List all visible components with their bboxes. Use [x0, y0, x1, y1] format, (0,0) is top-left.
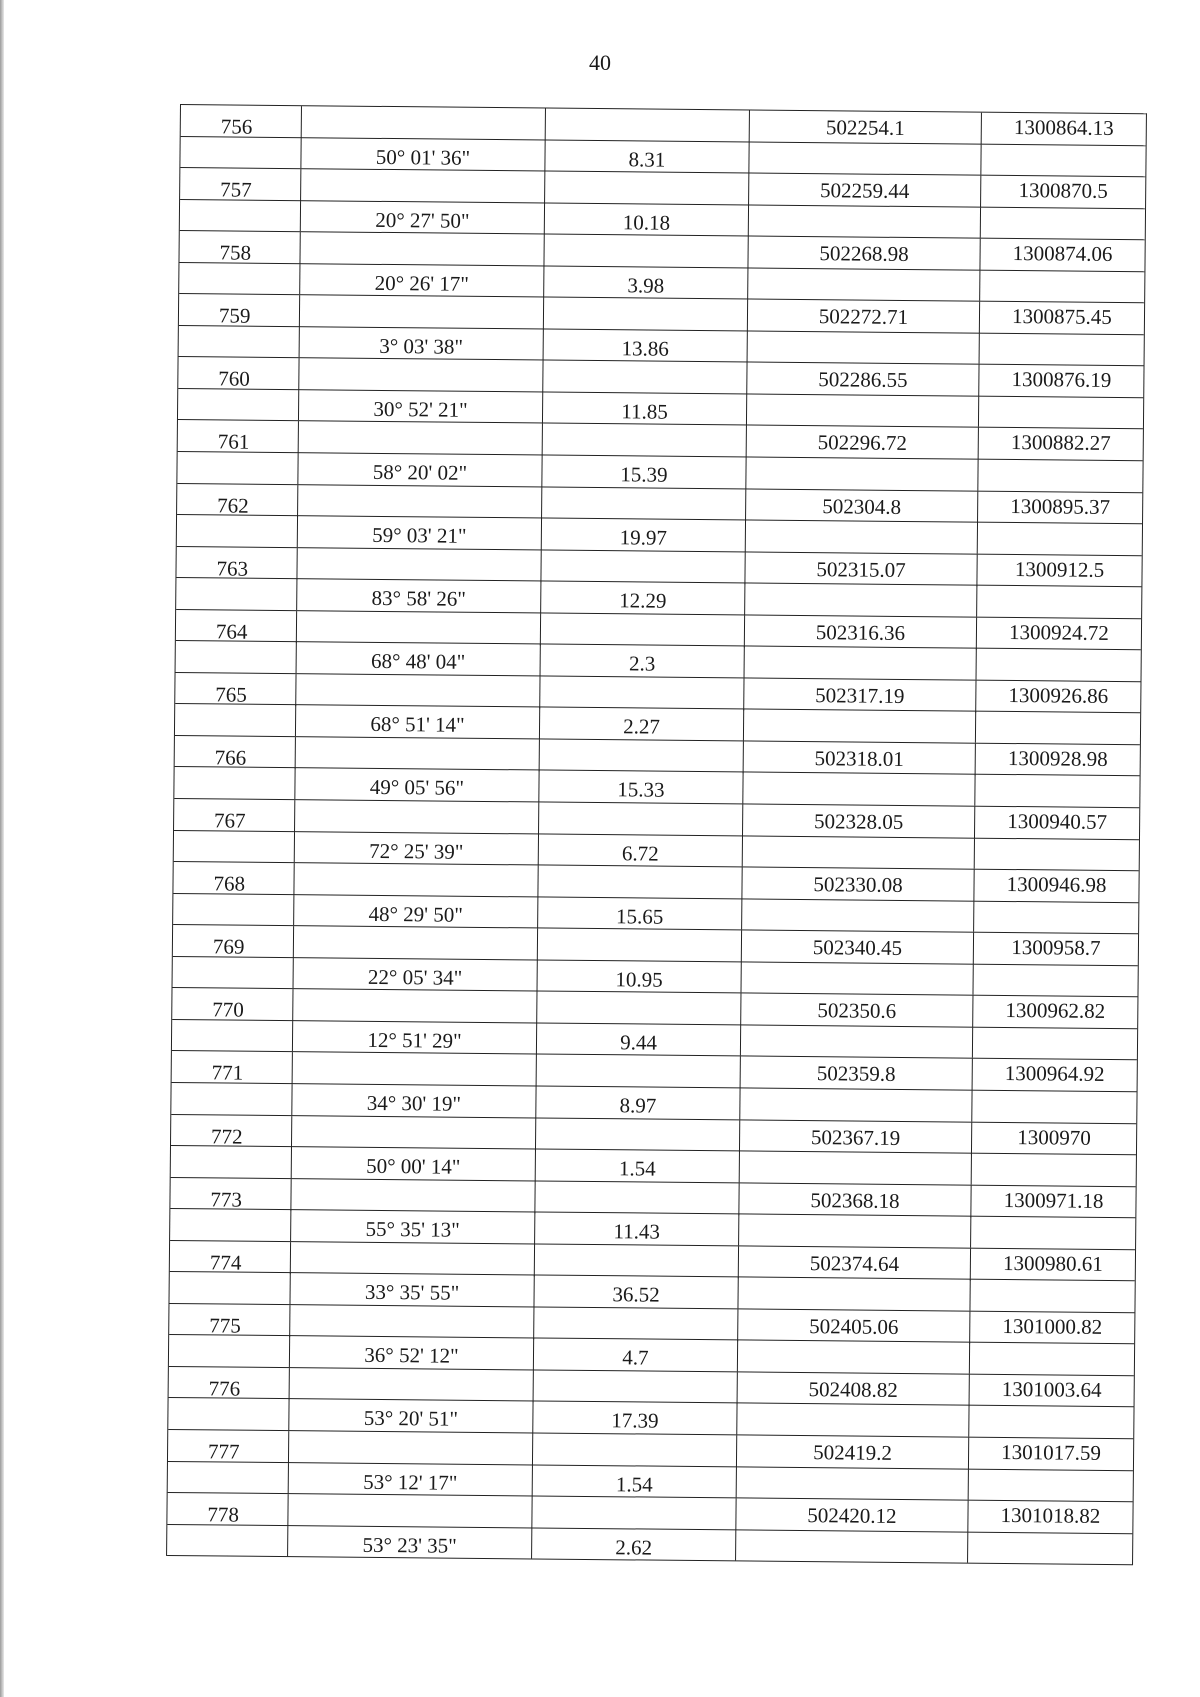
distance-cell-empty — [540, 739, 744, 773]
x-coordinate-cell-empty — [746, 521, 978, 554]
distance-cell-empty — [535, 1244, 739, 1278]
y-coordinate-cell: 1300964.92 — [1004, 1061, 1105, 1087]
y-coordinate-cell-empty — [978, 460, 1142, 492]
y-coordinate-cell: 1300958.7 — [1011, 935, 1101, 961]
y-coordinate-cell-empty — [969, 1406, 1133, 1438]
angle-cell-empty — [290, 1368, 534, 1402]
point-id-cell: 758 — [179, 231, 300, 264]
y-coordinate-cell: 1300980.61 — [1002, 1250, 1103, 1276]
y-coordinate-cell-empty — [976, 712, 1140, 744]
x-coordinate-cell: 502317.19 — [744, 678, 976, 712]
distance-cell: 11.43 — [535, 1213, 739, 1246]
y-coordinate-cell: 1300940.57 — [1007, 809, 1108, 834]
point-id-cell: 770 — [172, 988, 293, 1021]
angle-cell-empty — [296, 674, 540, 708]
y-coordinate-cell: 1300875.45 — [1012, 304, 1112, 330]
y-coordinate-cell: 1301018.82 — [1000, 1503, 1101, 1528]
x-coordinate-cell-empty — [738, 1278, 970, 1311]
point-id-cell: 778 — [167, 1493, 288, 1526]
point-id-cell-empty — [178, 389, 299, 421]
x-coordinate-cell-empty — [741, 1025, 973, 1058]
point-id-cell: 760 — [178, 357, 299, 390]
x-coordinate-cell: 502330.08 — [742, 868, 974, 902]
angle-cell-empty — [291, 1179, 535, 1213]
distance-cell-empty — [544, 298, 748, 332]
x-coordinate-cell: 502316.36 — [745, 615, 977, 649]
angle-cell-empty — [291, 1242, 535, 1276]
point-id-cell-empty — [171, 1146, 292, 1178]
angle-cell: 50° 00' 14" — [292, 1147, 536, 1180]
point-id-cell: 768 — [173, 862, 294, 895]
distance-cell: 17.39 — [533, 1402, 737, 1435]
point-id-cell: 772 — [171, 1114, 292, 1147]
x-coordinate-cell-empty — [741, 962, 973, 995]
y-coordinate-cell-empty — [970, 1343, 1134, 1375]
point-id-cell-empty — [171, 1083, 292, 1115]
distance-cell: 13.86 — [544, 329, 748, 362]
y-coordinate-cell: 1300962.82 — [1005, 998, 1106, 1024]
point-id-cell: 759 — [179, 294, 300, 327]
angle-cell: 12° 51' 29" — [293, 1021, 537, 1054]
point-id-cell: 767 — [174, 799, 295, 832]
angle-cell-empty — [297, 548, 541, 582]
y-coordinate-cell: 1300874.06 — [1012, 241, 1113, 267]
y-coordinate-cell: 1300912.5 — [1014, 556, 1105, 582]
x-coordinate-cell: 502268.98 — [748, 237, 980, 271]
point-id-cell-empty — [177, 515, 298, 547]
distance-cell-empty — [532, 1497, 736, 1531]
angle-cell: 72° 25' 39" — [295, 832, 539, 865]
x-coordinate-cell-empty — [743, 773, 975, 806]
angle-cell-empty — [299, 359, 543, 393]
y-coordinate-cell: 1301003.64 — [1001, 1376, 1102, 1402]
point-id-cell-empty — [176, 578, 297, 610]
point-id-cell: 756 — [181, 105, 302, 138]
angle-cell: 68° 48' 04" — [297, 642, 541, 675]
distance-cell: 2.62 — [532, 1528, 736, 1561]
x-coordinate-cell-empty — [738, 1341, 970, 1374]
y-coordinate-cell-empty — [977, 586, 1141, 618]
distance-cell-empty — [539, 803, 743, 837]
angle-cell-empty — [296, 737, 540, 771]
point-id-cell: 764 — [176, 610, 297, 643]
point-id-cell-empty — [173, 894, 294, 926]
distance-cell-empty — [538, 929, 742, 963]
y-coordinate-cell-empty — [969, 1469, 1133, 1501]
x-coordinate-cell-empty — [743, 836, 975, 869]
angle-cell: 48° 29' 50" — [294, 895, 538, 928]
point-id-cell: 769 — [173, 925, 294, 958]
x-coordinate-cell: 502419.2 — [737, 1435, 969, 1469]
x-coordinate-cell-empty — [746, 457, 978, 490]
angle-cell-empty — [301, 169, 545, 203]
y-coordinate-cell-empty — [974, 901, 1138, 933]
y-coordinate-cell: 1300882.27 — [1010, 430, 1111, 456]
distance-cell-empty — [537, 992, 741, 1026]
angle-cell: 53° 20' 51" — [289, 1400, 533, 1433]
distance-cell: 8.31 — [545, 140, 749, 173]
distance-cell-empty — [543, 424, 747, 458]
angle-cell-empty — [293, 989, 537, 1023]
distance-cell-empty — [541, 550, 745, 584]
x-coordinate-cell-empty — [739, 1215, 971, 1248]
x-coordinate-cell: 502408.82 — [738, 1372, 970, 1406]
point-id-cell: 766 — [175, 736, 296, 769]
x-coordinate-cell: 502286.55 — [747, 363, 979, 397]
distance-cell-empty — [542, 487, 746, 521]
x-coordinate-cell-empty — [744, 710, 976, 743]
distance-cell-empty — [544, 235, 748, 269]
x-coordinate-cell: 502368.18 — [739, 1183, 971, 1217]
y-coordinate-cell: 1300870.5 — [1018, 178, 1108, 204]
distance-cell: 1.54 — [533, 1465, 737, 1498]
angle-cell-empty — [289, 1431, 533, 1465]
y-coordinate-cell-empty — [968, 1532, 1132, 1564]
scan-edge-shadow — [0, 0, 4, 1697]
point-id-cell-empty — [176, 641, 297, 673]
y-coordinate-cell-empty — [970, 1280, 1134, 1312]
y-coordinate-cell: 1300876.19 — [1011, 367, 1112, 393]
point-id-cell-empty — [180, 200, 301, 232]
point-id-cell: 774 — [170, 1241, 291, 1274]
point-id-cell: 763 — [176, 547, 297, 580]
x-coordinate-cell-empty — [736, 1530, 968, 1563]
angle-cell: 58° 20' 02" — [298, 453, 542, 486]
angle-cell: 36° 52' 12" — [290, 1336, 534, 1369]
y-coordinate-cell: 1301017.59 — [1001, 1439, 1102, 1465]
distance-cell-empty — [534, 1307, 738, 1341]
y-coordinate-cell-empty — [978, 523, 1142, 555]
distance-cell: 2.3 — [541, 645, 745, 678]
point-id-cell: 757 — [180, 168, 301, 201]
distance-cell-empty — [534, 1370, 738, 1404]
point-id-cell-empty — [175, 704, 296, 736]
angle-cell-empty — [302, 106, 546, 140]
x-coordinate-cell: 502315.07 — [745, 552, 977, 586]
x-coordinate-cell-empty — [740, 1088, 972, 1121]
x-coordinate-cell-empty — [745, 584, 977, 617]
x-coordinate-cell-empty — [749, 205, 981, 238]
distance-cell: 6.72 — [539, 834, 743, 867]
point-id-cell-empty — [174, 831, 295, 863]
distance-cell-empty — [540, 676, 744, 710]
angle-cell-empty — [294, 926, 538, 960]
point-id-cell: 771 — [172, 1051, 293, 1084]
x-coordinate-cell: 502359.8 — [741, 1057, 973, 1091]
distance-cell-empty — [543, 361, 747, 395]
point-id-cell-empty — [170, 1209, 291, 1241]
point-id-cell-empty — [179, 326, 300, 358]
coordinate-table — [166, 104, 1147, 1565]
x-coordinate-cell-empty — [737, 1404, 969, 1437]
distance-cell: 2.27 — [540, 708, 744, 741]
distance-cell: 15.39 — [542, 456, 746, 489]
x-coordinate-cell: 502318.01 — [744, 741, 976, 775]
y-coordinate-cell-empty — [972, 1091, 1136, 1123]
y-coordinate-cell: 1300926.86 — [1008, 682, 1109, 708]
x-coordinate-cell: 502304.8 — [746, 489, 978, 523]
x-coordinate-cell-empty — [748, 331, 980, 364]
angle-cell: 34° 30' 19" — [292, 1084, 536, 1117]
distance-cell: 15.33 — [539, 771, 743, 804]
angle-cell-empty — [300, 295, 544, 329]
distance-cell-empty — [537, 1055, 741, 1089]
angle-cell-empty — [288, 1494, 532, 1528]
y-coordinate-cell-empty — [973, 964, 1137, 996]
distance-cell-empty — [541, 613, 745, 647]
angle-cell-empty — [290, 1305, 534, 1339]
page-number: 40 — [589, 50, 611, 75]
point-id-cell-empty — [180, 137, 301, 169]
point-id-cell: 776 — [169, 1367, 290, 1400]
x-coordinate-cell: 502328.05 — [743, 804, 975, 838]
distance-cell: 4.7 — [534, 1339, 738, 1372]
point-id-cell-empty — [169, 1272, 290, 1304]
angle-cell: 59° 03' 21" — [298, 516, 542, 549]
distance-cell: 8.97 — [536, 1086, 740, 1119]
angle-cell: 55° 35' 13" — [291, 1210, 535, 1243]
distance-cell: 1.54 — [536, 1150, 740, 1183]
angle-cell: 33° 35' 55" — [290, 1273, 534, 1306]
x-coordinate-cell: 502420.12 — [736, 1498, 968, 1532]
y-coordinate-cell: 1301000.82 — [1002, 1313, 1103, 1339]
x-coordinate-cell: 502340.45 — [742, 931, 974, 965]
y-coordinate-cell-empty — [981, 144, 1145, 176]
distance-cell-empty — [545, 172, 749, 206]
x-coordinate-cell: 502350.6 — [741, 994, 973, 1028]
distance-cell: 36.52 — [534, 1276, 738, 1309]
angle-cell: 20° 27' 50" — [301, 201, 545, 234]
distance-cell-empty — [538, 866, 742, 900]
angle-cell-empty — [297, 611, 541, 645]
point-id-cell: 777 — [168, 1430, 289, 1463]
distance-cell-empty — [536, 1118, 740, 1152]
point-id-cell-empty — [173, 957, 294, 989]
point-id-cell-empty — [168, 1461, 289, 1493]
distance-cell-empty — [533, 1433, 737, 1467]
angle-cell: 50° 01' 36" — [301, 138, 545, 171]
distance-cell: 9.44 — [537, 1023, 741, 1056]
point-id-cell-empty — [177, 452, 298, 484]
angle-cell-empty — [295, 800, 539, 834]
distance-cell-empty — [535, 1181, 739, 1215]
distance-cell: 10.95 — [538, 960, 742, 993]
distance-cell: 19.97 — [542, 519, 746, 552]
angle-cell: 49° 05' 56" — [295, 769, 539, 802]
angle-cell-empty — [298, 485, 542, 519]
x-coordinate-cell: 502296.72 — [747, 426, 979, 460]
y-coordinate-cell-empty — [975, 838, 1139, 870]
y-coordinate-cell-empty — [972, 1154, 1136, 1186]
angle-cell-empty — [292, 1116, 536, 1150]
point-id-cell: 773 — [170, 1178, 291, 1211]
point-id-cell-empty — [169, 1335, 290, 1367]
x-coordinate-cell-empty — [747, 394, 979, 427]
y-coordinate-cell-empty — [975, 775, 1139, 807]
x-coordinate-cell-empty — [748, 268, 980, 301]
y-coordinate-cell: 1300924.72 — [1008, 619, 1109, 645]
x-coordinate-cell: 502272.71 — [748, 300, 980, 334]
distance-cell-empty — [546, 109, 750, 143]
angle-cell: 53° 12' 17" — [289, 1463, 533, 1496]
distance-cell: 3.98 — [544, 266, 748, 299]
y-coordinate-cell-empty — [981, 207, 1145, 239]
x-coordinate-cell: 502254.1 — [750, 110, 982, 144]
x-coordinate-cell-empty — [745, 647, 977, 680]
point-id-cell-empty — [167, 1525, 288, 1557]
y-coordinate-cell-empty — [977, 649, 1141, 681]
angle-cell-empty — [294, 863, 538, 897]
y-coordinate-cell: 1300970 — [1017, 1124, 1091, 1150]
x-coordinate-cell: 502259.44 — [749, 174, 981, 208]
point-id-cell-empty — [174, 767, 295, 799]
y-coordinate-cell-empty — [979, 397, 1143, 429]
point-id-cell: 761 — [178, 420, 299, 453]
distance-cell: 15.65 — [538, 897, 742, 930]
y-coordinate-cell-empty — [973, 1028, 1137, 1060]
angle-cell: 83° 58' 26" — [297, 579, 541, 612]
x-coordinate-cell: 502374.64 — [739, 1246, 971, 1280]
y-coordinate-cell-empty — [980, 334, 1144, 366]
y-coordinate-cell: 1300895.37 — [1010, 493, 1111, 519]
angle-cell: 20° 26' 17" — [300, 264, 544, 297]
x-coordinate-cell-empty — [742, 899, 974, 932]
point-id-cell: 775 — [169, 1304, 290, 1337]
x-coordinate-cell: 502405.06 — [738, 1309, 970, 1343]
y-coordinate-cell: 1300928.98 — [1007, 745, 1108, 771]
angle-cell-empty — [299, 422, 543, 456]
point-id-cell: 762 — [177, 484, 298, 517]
angle-cell: 30° 52' 21" — [299, 390, 543, 423]
angle-cell-empty — [300, 232, 544, 266]
y-coordinate-cell-empty — [980, 270, 1144, 302]
point-id-cell-empty — [172, 1020, 293, 1052]
distance-cell: 10.18 — [545, 203, 749, 236]
y-coordinate-cell: 1300971.18 — [1003, 1187, 1104, 1213]
angle-cell: 68° 51' 14" — [296, 706, 540, 739]
angle-cell: 22° 05' 34" — [294, 958, 538, 991]
y-coordinate-cell: 1300946.98 — [1006, 872, 1107, 898]
angle-cell-empty — [293, 1053, 537, 1087]
y-coordinate-cell: 1300864.13 — [1013, 115, 1114, 140]
x-coordinate-cell-empty — [749, 142, 981, 175]
x-coordinate-cell-empty — [740, 1151, 972, 1184]
point-id-cell-empty — [179, 263, 300, 295]
angle-cell: 3° 03' 38" — [300, 327, 544, 360]
x-coordinate-cell: 502367.19 — [740, 1120, 972, 1154]
distance-cell: 12.29 — [541, 582, 745, 615]
x-coordinate-cell-empty — [737, 1467, 969, 1500]
point-id-cell: 765 — [175, 673, 296, 706]
point-id-cell-empty — [168, 1398, 289, 1430]
angle-cell: 53° 23' 35" — [288, 1526, 532, 1559]
y-coordinate-cell-empty — [971, 1217, 1135, 1249]
distance-cell: 11.85 — [543, 392, 747, 425]
